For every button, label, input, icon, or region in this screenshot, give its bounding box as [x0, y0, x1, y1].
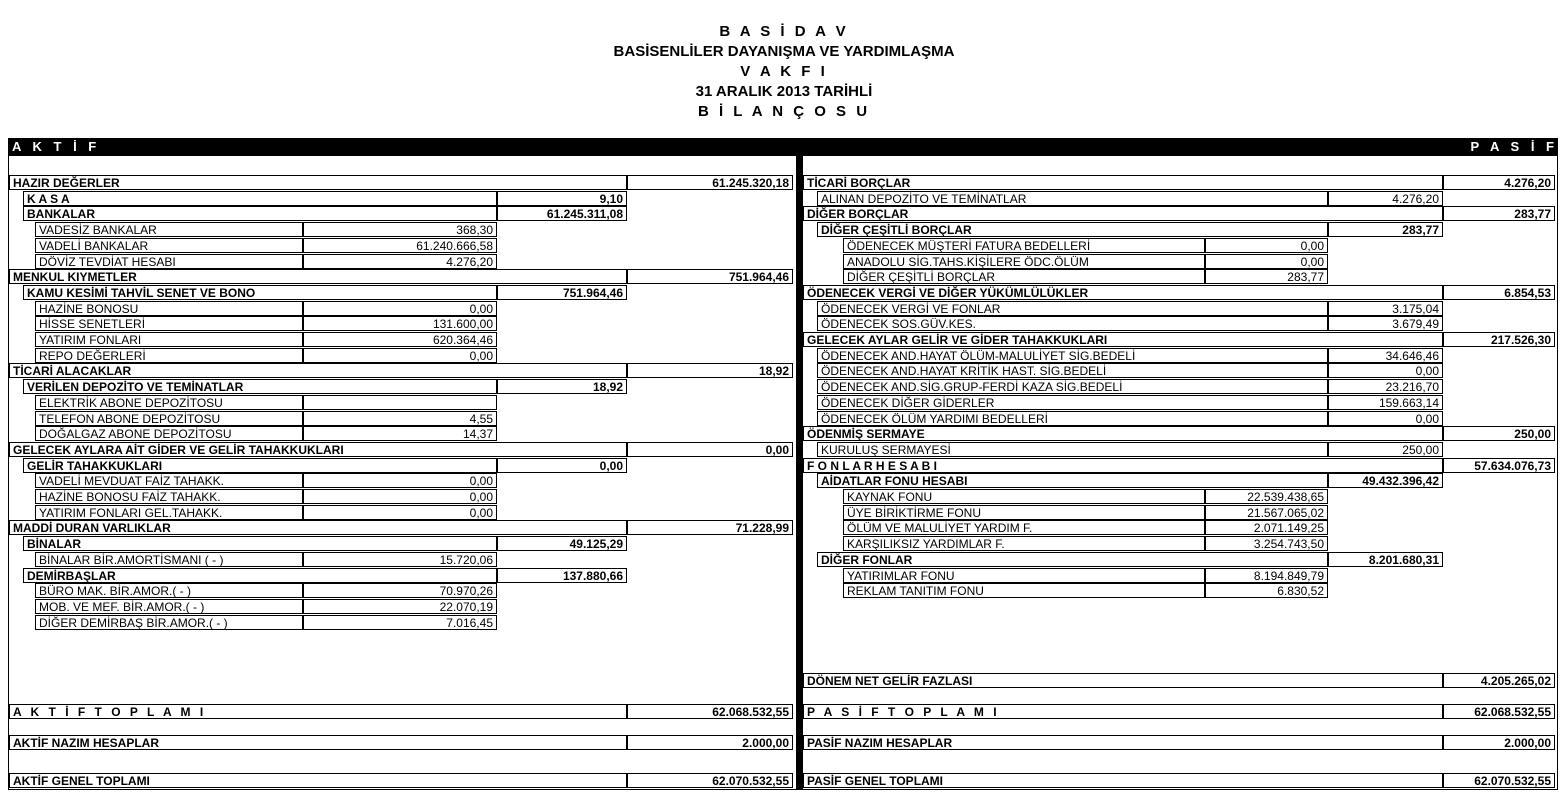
aktif-row: [9, 285, 798, 300]
pasif-row: [803, 379, 1559, 394]
aktif-row-label: VADESİZ BANKALAR: [35, 222, 303, 237]
aktif-row-label: GELİR TAHAKKUKLARI: [23, 458, 497, 473]
pasif-row-label: YATIRIMLAR FONU: [843, 568, 1205, 583]
pasif-row-value: 3.175,04: [1328, 301, 1443, 316]
pasif-row-value: 2.071.149,25: [1205, 520, 1328, 535]
pasif-header: P A S İ F: [1470, 139, 1558, 154]
aktif-row-label: YATIRIM FONLARI: [35, 332, 303, 347]
pasif-row-label: ÖDENECEK AND.SİG.GRUP-FERDİ KAZA SİG.BEDELİ: [817, 379, 1328, 394]
pasif-row-label: AİDATLAR FONU HESABI: [817, 473, 1328, 488]
pasif-row-value: 0,00: [1328, 411, 1443, 426]
pasif-row-label: DİĞER ÇEŞİTLİ BORÇLAR: [817, 222, 1328, 237]
aktif-panel: [8, 156, 797, 790]
aktif-row-value: 18,92: [497, 379, 627, 394]
header-line-3: V A K F I: [740, 63, 828, 80]
aktif-row: [9, 316, 798, 331]
pasif-row: [803, 238, 1559, 253]
pasif-row: [803, 348, 1559, 363]
pasif-nazim: [803, 735, 1559, 750]
aktif-row-value: 22.070,19: [303, 599, 497, 614]
pasif-nazim-value: 2.000,00: [1443, 735, 1555, 750]
pasif-total-value: 62.068.532,55: [1443, 704, 1555, 719]
aktif-row-label: DEMİRBAŞLAR: [23, 568, 497, 583]
pasif-row-value: 22.539.438,65: [1205, 489, 1328, 504]
aktif-row: [9, 363, 798, 378]
pasif-row-label: ÜYE BİRİKTİRME FONU: [843, 505, 1205, 520]
aktif-row-label: BANKALAR: [23, 206, 497, 221]
pasif-row-label: DİĞER FONLAR: [817, 552, 1328, 567]
pasif-row-value: 159.663,14: [1328, 395, 1443, 410]
aktif-nazim: [9, 735, 798, 750]
pasif-row-value: 49.432.396,42: [1328, 473, 1443, 488]
pasif-row: [803, 458, 1559, 473]
pasif-row-label: KARŞILIKSIZ YARDIMLAR F.: [843, 536, 1205, 551]
aktif-row-label: MADDİ DURAN VARLIKLAR: [9, 520, 627, 535]
aktif-row: [9, 489, 798, 504]
aktif-row-label: ELEKTRİK ABONE DEPOZİTOSU: [35, 395, 303, 410]
aktif-row-value: 0,00: [627, 442, 793, 457]
header-line-2: BASİSENLİLER DAYANIŞMA VE YARDIMLAŞMA: [613, 43, 955, 60]
aktif-total: [9, 704, 798, 719]
pasif-row-value: 217.526,30: [1443, 332, 1555, 347]
pasif-row: [803, 301, 1559, 316]
header-band: [8, 138, 1558, 156]
pasif-row-label: ÖLÜM VE MALULİYET YARDIM F.: [843, 520, 1205, 535]
aktif-row-label: DİĞER DEMİRBAŞ BİR.AMOR.( - ): [35, 615, 303, 630]
pasif-row: [803, 191, 1559, 206]
aktif-row: [9, 222, 798, 237]
pasif-row-value: 6.830,52: [1205, 583, 1328, 598]
pasif-row-label: ÖDENECEK SOS.GÜV.KES.: [817, 316, 1328, 331]
aktif-row: [9, 395, 798, 410]
aktif-row-value: 4.276,20: [303, 254, 497, 269]
pasif-row-label: GELECEK AYLAR GELİR VE GİDER TAHAKKUKLARI: [803, 332, 1443, 347]
pasif-row-value: 250,00: [1328, 442, 1443, 457]
pasif-row: [803, 473, 1559, 488]
aktif-row-value: 4,55: [303, 411, 497, 426]
aktif-header: A K T İ F: [12, 139, 101, 154]
aktif-row-label: VADELİ MEVDUAT FAİZ TAHAKK.: [35, 473, 303, 488]
aktif-row: [9, 599, 798, 614]
aktif-row: [9, 348, 798, 363]
aktif-row-label: VADELİ BANKALAR: [35, 238, 303, 253]
aktif-row-value: 14,37: [303, 426, 497, 441]
aktif-row-value: 620.364,46: [303, 332, 497, 347]
pasif-row: [803, 520, 1559, 535]
aktif-row: [9, 332, 798, 347]
aktif-row-value: 137.880,66: [497, 568, 627, 583]
aktif-row-label: HİSSE SENETLERİ: [35, 316, 303, 331]
pasif-row-label: ÖDENECEK AND.HAYAT KRİTİK HAST. SİG.BEDELİ: [817, 363, 1328, 378]
pasif-row: [803, 175, 1559, 190]
pasif-row: [803, 222, 1559, 237]
pasif-row-value: 283,77: [1205, 269, 1328, 284]
pasif-row-label: ÖDENECEK DİĞER GİDERLER: [817, 395, 1328, 410]
pasif-row-label: ÖDENECEK VERGİ VE FONLAR: [817, 301, 1328, 316]
aktif-row-value: 0,00: [303, 348, 497, 363]
pasif-row-value: 250,00: [1443, 426, 1555, 441]
aktif-row-value: 61.245.311,08: [497, 206, 627, 221]
pasif-row: [803, 568, 1559, 583]
aktif-row: [9, 583, 798, 598]
aktif-row: [9, 254, 798, 269]
pasif-row-value: 34.646,46: [1328, 348, 1443, 363]
aktif-row-value: 9,10: [497, 191, 627, 206]
pasif-genel-value: 62.070.532,55: [1443, 773, 1555, 788]
pasif-row: [803, 505, 1559, 520]
pasif-row: [803, 332, 1559, 347]
aktif-row-label: TELEFON ABONE DEPOZİTOSU: [35, 411, 303, 426]
pasif-row-value: 21.567.065,02: [1205, 505, 1328, 520]
aktif-row: [9, 536, 798, 551]
aktif-row-value: 71.228,99: [627, 520, 793, 535]
aktif-row: [9, 473, 798, 488]
aktif-row-label: K A S A: [23, 191, 497, 206]
pasif-row: [803, 363, 1559, 378]
pasif-row-value: 0,00: [1205, 254, 1328, 269]
pasif-row: [803, 316, 1559, 331]
aktif-row-label: VERİLEN DEPOZİTO VE TEMİNATLAR: [23, 379, 497, 394]
pasif-row-label: ALINAN DEPOZİTO VE TEMİNATLAR: [817, 191, 1328, 206]
pasif-total: [803, 704, 1559, 719]
pasif-panel: [802, 156, 1558, 790]
pasif-row-value: 23.216,70: [1328, 379, 1443, 394]
pasif-row: [803, 552, 1559, 567]
pasif-nazim-label: PASİF NAZIM HESAPLAR: [803, 735, 1443, 750]
pasif-row-value: 8.194.849,79: [1205, 568, 1328, 583]
aktif-row-value: 0,00: [303, 505, 497, 520]
pasif-row-value: 3.254.743,50: [1205, 536, 1328, 551]
aktif-row: [9, 505, 798, 520]
pasif-row: [803, 489, 1559, 504]
aktif-genel-label: AKTİF GENEL TOPLAMI: [9, 773, 627, 788]
pasif-total-label: P A S İ F T O P L A M I: [803, 704, 1443, 719]
pasif-row-value: 283,77: [1328, 222, 1443, 237]
pasif-row-label: KURULUŞ SERMAYESİ: [817, 442, 1328, 457]
aktif-genel: [9, 773, 798, 788]
pasif-genel: [803, 773, 1559, 788]
aktif-row-label: MOB. VE MEF. BİR.AMOR.( - ): [35, 599, 303, 614]
pasif-row: [803, 206, 1559, 221]
aktif-row-label: REPO DEĞERLERİ: [35, 348, 303, 363]
aktif-genel-value: 62.070.532,55: [627, 773, 793, 788]
aktif-row-label: GELECEK AYLARA AİT GİDER VE GELİR TAHAKKUKLARI: [9, 442, 627, 457]
aktif-row-value: 0,00: [303, 489, 497, 504]
aktif-row-value: 131.600,00: [303, 316, 497, 331]
aktif-row-label: DÖVİZ TEVDİAT HESABI: [35, 254, 303, 269]
pasif-row-label: ÖDENMİŞ SERMAYE: [803, 426, 1443, 441]
aktif-row-value: [303, 395, 497, 410]
aktif-row-value: 61.245.320,18: [627, 175, 793, 190]
pasif-row: [803, 536, 1559, 551]
pasif-row: [803, 411, 1559, 426]
pasif-row-label: DİĞER ÇEŞİTLİ BORÇLAR: [843, 269, 1205, 284]
pasif-genel-label: PASİF GENEL TOPLAMI: [803, 773, 1443, 788]
pasif-net-label: DÖNEM NET GELİR FAZLASI: [803, 673, 1443, 688]
pasif-row-label: ANADOLU SİG.TAHS.KİŞİLERE ÖDC.ÖLÜM: [843, 254, 1205, 269]
pasif-row-label: TİCARİ BORÇLAR: [803, 175, 1443, 190]
pasif-row: [803, 395, 1559, 410]
aktif-row-value: 751.964,46: [627, 269, 793, 284]
aktif-row-value: 751.964,46: [497, 285, 627, 300]
aktif-row-value: 18,92: [627, 363, 793, 378]
pasif-row-value: 6.854,53: [1443, 285, 1555, 300]
pasif-row-value: 0,00: [1205, 238, 1328, 253]
aktif-row-label: BİNALAR BİR.AMORTİSMANI ( - ): [35, 552, 303, 567]
aktif-row-label: HAZIR DEĞERLER: [9, 175, 627, 190]
aktif-row-value: 61.240.666,58: [303, 238, 497, 253]
header-line-5: B İ L A N Ç O S U: [697, 103, 871, 120]
aktif-row-value: 0,00: [303, 473, 497, 488]
aktif-row-value: 0,00: [497, 458, 627, 473]
pasif-row-value: 8.201.680,31: [1328, 552, 1443, 567]
aktif-row: [9, 568, 798, 583]
aktif-row-value: 0,00: [303, 301, 497, 316]
pasif-row: [803, 285, 1559, 300]
aktif-row-label: KAMU KESİMİ TAHVİL SENET VE BONO: [23, 285, 497, 300]
aktif-row-label: DOĞALGAZ ABONE DEPOZİTOSU: [35, 426, 303, 441]
aktif-row-value: 49.125,29: [497, 536, 627, 551]
aktif-row-value: 15.720,06: [303, 552, 497, 567]
pasif-row-label: KAYNAK FONU: [843, 489, 1205, 504]
aktif-row: [9, 552, 798, 567]
aktif-row-label: YATIRIM FONLARI GEL.TAHAKK.: [35, 505, 303, 520]
aktif-total-value: 62.068.532,55: [627, 704, 793, 719]
pasif-row-value: 0,00: [1328, 363, 1443, 378]
pasif-row-label: REKLAM TANITIM FONU: [843, 583, 1205, 598]
pasif-row: [803, 426, 1559, 441]
aktif-row-value: 7.016,45: [303, 615, 497, 630]
aktif-row: [9, 426, 798, 441]
aktif-row: [9, 191, 798, 206]
aktif-row-value: 368,30: [303, 222, 497, 237]
aktif-row-label: MENKUL KIYMETLER: [9, 269, 627, 284]
aktif-row-label: TİCARİ ALACAKLAR: [9, 363, 627, 378]
header-line-4: 31 ARALIK 2013 TARİHLİ: [695, 83, 873, 100]
pasif-row-value: 283,77: [1443, 206, 1555, 221]
aktif-row-label: BİNALAR: [23, 536, 497, 551]
pasif-row-label: DİĞER BORÇLAR: [803, 206, 1443, 221]
pasif-row-value: 4.276,20: [1443, 175, 1555, 190]
aktif-row-label: HAZİNE BONOSU FAİZ TAHAKK.: [35, 489, 303, 504]
aktif-total-label: A K T İ F T O P L A M I: [9, 704, 627, 719]
aktif-row: [9, 520, 798, 535]
pasif-row-label: ÖDENECEK VERGİ VE DİĞER YÜKÜMLÜLÜKLER: [803, 285, 1443, 300]
aktif-row: [9, 442, 798, 457]
pasif-row-label: ÖDENECEK AND.HAYAT ÖLÜM-MALULİYET SİG.BEDELİ: [817, 348, 1328, 363]
pasif-row: [803, 583, 1559, 598]
aktif-nazim-value: 2.000,00: [627, 735, 793, 750]
pasif-net: [803, 673, 1559, 688]
pasif-row-label: ÖDENECEK ÖLÜM YARDIMI BEDELLERİ: [817, 411, 1328, 426]
aktif-row: [9, 238, 798, 253]
aktif-row-label: BÜRO MAK. BİR.AMOR.( - ): [35, 583, 303, 598]
header-line-1: B A S İ D A V: [719, 23, 849, 40]
pasif-row-label: F O N L A R H E S A B I: [803, 458, 1443, 473]
pasif-net-value: 4.205.265,02: [1443, 673, 1555, 688]
aktif-row: [9, 411, 798, 426]
pasif-row-value: 4.276,20: [1328, 191, 1443, 206]
aktif-row: [9, 615, 798, 630]
aktif-row: [9, 206, 798, 221]
aktif-nazim-label: AKTİF NAZIM HESAPLAR: [9, 735, 627, 750]
pasif-row-label: ÖDENECEK MÜŞTERİ FATURA BEDELLERİ: [843, 238, 1205, 253]
aktif-row-label: HAZİNE BONOSU: [35, 301, 303, 316]
pasif-row: [803, 269, 1559, 284]
aktif-row: [9, 301, 798, 316]
pasif-row: [803, 442, 1559, 457]
aktif-row-value: 70.970,26: [303, 583, 497, 598]
aktif-row: [9, 175, 798, 190]
aktif-row: [9, 269, 798, 284]
aktif-row: [9, 379, 798, 394]
pasif-row: [803, 254, 1559, 269]
pasif-row-value: 57.634.076,73: [1443, 458, 1555, 473]
pasif-row-value: 3.679,49: [1328, 316, 1443, 331]
aktif-row: [9, 458, 798, 473]
